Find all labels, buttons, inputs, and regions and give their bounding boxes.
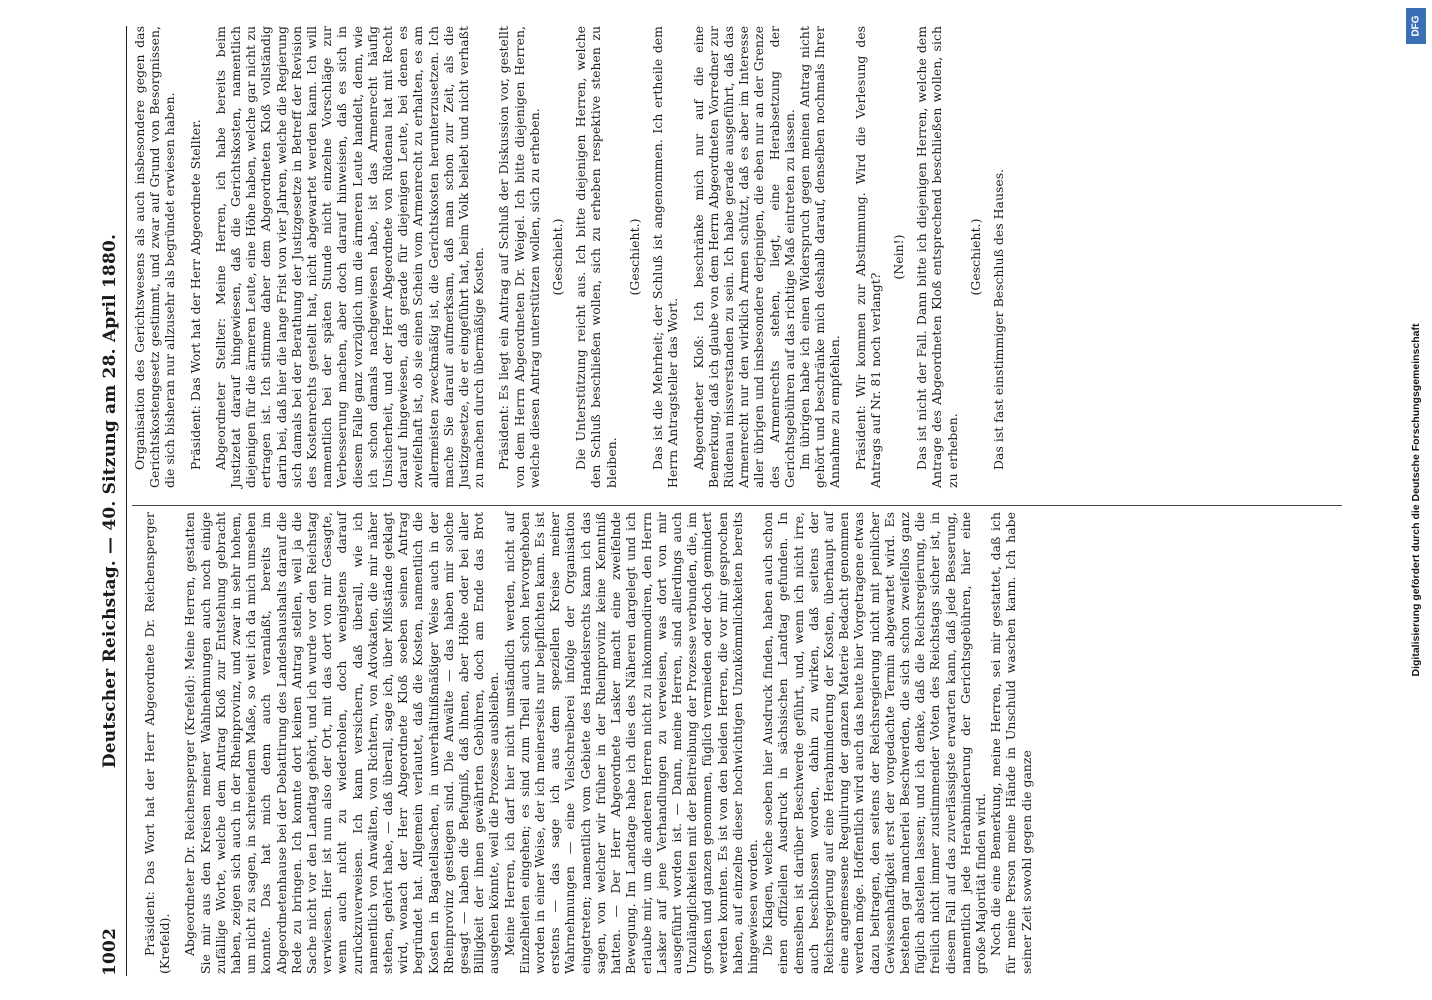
- paragraph: Das ist die Mehrheit; der Schluß ist angenommen. Ich ertheile dem Herrn Antragsteller das Wort.: [650, 26, 681, 488]
- paragraph: Abgeordneter Kloß: Ich beschränke mich nur auf die eine Bemerkung, daß ich glaube von dem Herrn Abgeordneten Vorredner zur Rüdenau missverstanden zu sein. Ich habe gerade ausgeführt, daß das Armenrecht nur den wirklich Armen schützt, daß es aber im Interesse aller übrigen und insbesondere derjenigen, die eben nur an der Grenze des Armenrechts stehen, liegt, eine Herabsetzung der Gerichtsgebühren auf das richtige Maß eintreten zu lassen.: [690, 26, 797, 488]
- paragraph: Präsident: Es liegt ein Antrag auf Schluß der Diskussion vor, gestellt von dem Herrn Abgeordneten Dr. Weigel. Ich bitte diejenigen Herren, welche diesen Antrag unterstützen wollen, sich zu erheben.: [496, 26, 542, 488]
- paragraph: Die Unterstützung reicht aus. Ich bitte diejenigen Herren, welche den Schluß beschließen wollen, sich zu erheben respektive stehen zu bleiben.: [573, 26, 619, 488]
- paragraph: Das ist nicht der Fall. Dann bitte ich diejenigen Herren, welche dem Antrage des Abgeordneten Kloß entsprechend beschließen wollen, sich zu erheben.: [914, 26, 960, 488]
- page-title: Deutscher Reichstag. — 40. Sitzung am 28. April 1880.: [100, 233, 120, 769]
- left-column: [132, 512, 1034, 974]
- right-column: [132, 26, 1006, 488]
- paragraph: Organisation des Gerichtswesens als auch insbesondere gegen das Gerichtskostengesetz gestimmt, und zwar auf Grund von Besorgnissen, die sich bisheran nur allzusehr als begründet erwiesen haben.: [132, 26, 178, 488]
- paragraph: Abgeordneter Stellter: Meine Herren, ich habe bereits beim Justizetat darauf hingewiesen, daß die Gerichtskosten, namentlich diejenigen für die ärmeren Leute, eine Höhe haben, welche gar nicht zu ertragen ist. Ich stimme daher dem Abgeordneten Kloß vollständig darin bei, daß hier die lange Frist von vier Jahren, welche die Regierung sich damals bei der Berathung der Justizgesetze in Betreff der Revision des Kostenrechts gestellt hat, nicht abgewartet werden kann. Ich will namentlich bei der späten Stunde nicht einzelne Vorschläge zur Verbesserung machen, aber doch darauf hinweisen, daß es sich in diesem Falle ganz vorzüglich um die ärmeren Leute handelt, denn, wie ich schon damals nachgewiesen habe, ist das Armenrecht häufig Unsicherheit, und der Herr Abgeordnete von Rüdenau hat mit Recht darauf hingewiesen, daß gerade für diejenigen Leute, bei denen es zweifelhaft ist, ob sie einen Schein vom Armenrecht zu erhalten, es am allermeisten zweckmäßig ist, die Gerichtskosten herunterzusetzen. Ich mache Sie darauf aufmerksam, daß man schon zur Zeit, als die Justizgesetze, die er eingeführt hat, beim Volk beliebt und nicht verhaßt zu machen durch übermäßige Kosten.: [212, 26, 487, 488]
- header-rule: [126, 26, 127, 976]
- paragraph: Die Klagen, welche soeben hier Ausdruck finden, haben auch schon einen offiziellen Ausdruck in sächsischen Landtag gefunden. In demselben ist darüber Beschwerde geführt, und, wenn ich nicht irre, auch beschlossen worden, dahin zu wirken, daß seitens der Reichsregierung auf eine Herabminderung der Kosten, überhaupt auf eine angemessene Regulirung der ganzen Materie Bedacht genommen werden möge. Hoffentlich wird auch das heute hier Vorgetragene etwas dazu beitragen, den seitens der Reichsregierung nicht mit peinlicher Gewissenhaftigkeit erst der vorgedachte Termin abgewartet wird. Es bestehen gar mancherlei Beschwerden, die sich schon zweifellos ganz füglich abstellen lassen; und ich denke, daß die Reichsregierung, die freilich nicht immer zustimmender Voten des Reichstags sicher ist, in diesem Fall auf das zuverlässigste erwarten kann, daß jede Besserung, namentlich jede Herabminderung der Gerichtsgebühren, hier eine große Majorität finden wird.: [760, 512, 988, 974]
- paragraph: Im übrigen habe ich einen Widerspruch gegen meinen Antrag nicht gehört und beschränke mich deshalb darauf, denselben nochmals Ihrer Annahme zu empfehlen.: [796, 26, 843, 488]
- paragraph: Präsident: Das Wort hat der Herr Abgeordnete Stellter.: [187, 119, 203, 470]
- paragraph: Noch die eine Bemerkung, meine Herren, sei mir gestattet, daß ich für meine Person meine Hände in Unschuld waschen kann. Ich habe seiner Zeit sowohl gegen die ganze: [988, 512, 1034, 974]
- rotated-page-content: [66, 0, 1366, 1000]
- page-number: 1002: [100, 927, 120, 976]
- paragraph: Präsident: Wir kommen zur Abstimmung. Wird die Verlesung des Antrags auf Nr. 81 noch verlangt?: [852, 26, 883, 488]
- digitization-note-text: Digitalisierung gefördert durch die Deutsche Forschungsgemeinschaft: [1410, 323, 1422, 677]
- paragraph: Abgeordneter Dr. Reichensperger (Krefeld): Meine Herren, gestatten Sie mir aus den Kreisen meiner Wahlnehmungen auch noch einige zufällige Worte, welche dem Antrag Kloß zur Entstehung gebracht haben, zeigen sich auch in der Rheinprovinz, und zwar in sehr hohem, um nicht zu sagen, in schreiendem Maße, so weit ich da mich umsehen konnte. Das hat mich denn auch veranlaßt, bereits im Abgeordnetenhause bei der Debattirung des Landeshaushalts darauf die Rede zu bringen. Ich konnte dort keinen Antrag stellen, weil ja die Sache nicht vor den Landtag gehört, und ich wurde vor den Reichstag verwiesen. Hier ist nun also der Ort, mit das dort von mir Gesagte, wenn auch nicht zu wiederholen, doch wenigstens darauf zurückzuverweisen. Ich kann versichern, daß überall, wie ich namentlich von Anwälten, von Richtern, von Advokaten, die mir näher stehen, gehört habe, — daß überall, sage ich, über Mißstände geklagt wird, wonach der Herr Abgeordnete Kloß soeben seinen Antrag begründet hat. Allgemein verlautet, daß die Kosten, namentlich die Kosten in Bagatellsachen, in unverhältnißmäßiger Weise auch in der Rheinprovinz gestiegen sind. Die Anwälte — das haben mir solche gesagt — haben die Befugniß, daß ihnen, aber Höhe oder bei aller Billigkeit der ihnen gewährten Gebühren, doch am Ende das Brot ausgehen könnte, weil die Prozesse ausbleiben.: [182, 512, 502, 974]
- stage-direction: (Geschieht.): [967, 218, 983, 296]
- stage-direction: (Geschieht.): [550, 218, 566, 296]
- paragraph: Das ist fast einstimmiger Beschluß des Hauses.: [990, 168, 1006, 470]
- stage-direction: (Geschieht.): [626, 218, 642, 296]
- dfg-logo: [1406, 8, 1426, 44]
- column-divider: [132, 505, 1342, 506]
- paragraph: Präsident: Das Wort hat der Herr Abgeordnete Dr. Reichensperger (Krefeld).: [142, 512, 173, 974]
- paragraph: Meine Herren, ich darf hier nicht umständlich werden, nicht auf Einzelheiten eingehen; es sind zum Theil auch schon hervorgehoben worden in einer Weise, der ich meinerseits nur beipflichten kann. Es ist erstens — das sage ich aus dem speziellen Kreise meiner Wahrnehmungen — eine Vielschreiberei infolge der Organisation eingetreten; namentlich vom Gebiete des Handelsrechts kann ich das sagen, von welcher wir früher in der Rheinprovinz keine Kenntniß hatten. — Der Herr Abgeordnete Lasker macht eine zweifelnde Bewegung. Im Landtage habe ich dies des Näheren dargelegt und ich erlaube mir, um die anderen Herren nicht zu inkommodiren, den Herrn Lasker auf jene Verhandlungen zu verweisen, was dort von mir ausgeführt worden ist. — Dann, meine Herren, sind allerdings auch Unzulänglichkeiten mit der Beitreibung der Prozesse verbunden, die, im großen und ganzen genommen, füglich vermieden oder doch gemindert werden konnten. Es ist von den beiden Herren, die vor mir gesprochen haben, auf einzelne dieser hochwichtigen Unzukömmlichkeiten bereits hingewiesen worden.: [501, 512, 760, 974]
- stage-direction: (Nein!): [890, 234, 906, 280]
- dfg-logo-text: DFG: [1410, 15, 1422, 37]
- page-header: [100, 26, 126, 976]
